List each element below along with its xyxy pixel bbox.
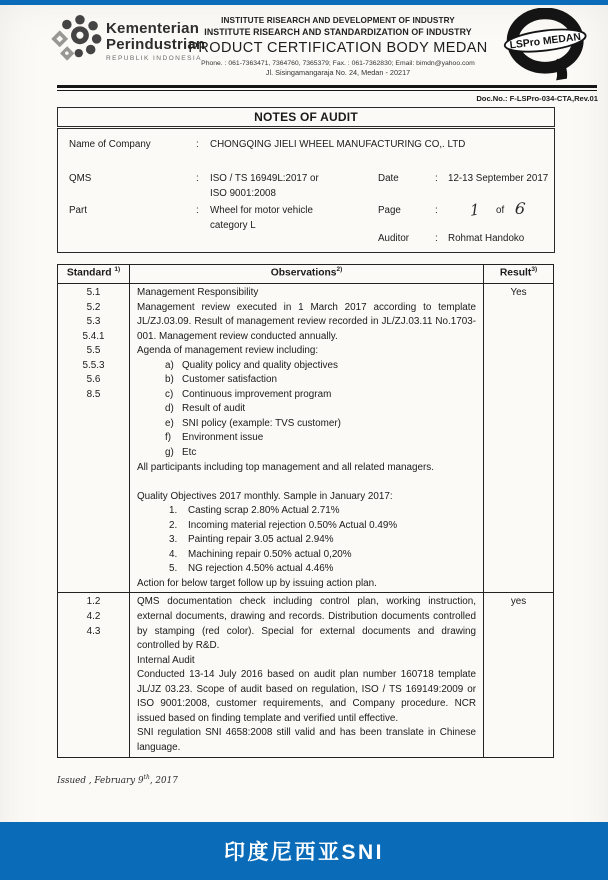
- observation-line: Internal Audit: [137, 654, 195, 666]
- qms-value-line1: ISO / TS 16949L:2017 or: [210, 173, 319, 184]
- standard-code: 5.6: [86, 374, 101, 386]
- list-marker: f): [165, 432, 172, 444]
- bottom-banner: [0, 822, 608, 880]
- observation-line: All participants including top management and all related managers.: [137, 461, 434, 473]
- table-row: [58, 593, 554, 757]
- colon: :: [435, 205, 438, 216]
- page-current-handwritten: 1: [469, 200, 480, 220]
- standard-code: 1.2: [86, 596, 101, 608]
- page-label: Page: [378, 205, 401, 216]
- audit-table-body: [58, 284, 554, 758]
- ministry-line3: REPUBLIK INDONESIA: [106, 55, 202, 62]
- list-marker: b): [165, 374, 174, 386]
- list-marker: g): [165, 447, 174, 459]
- lspro-medan-logo-text: LSPro MEDAN: [509, 31, 582, 52]
- observation-line: c) Continuous improvement program: [137, 388, 476, 403]
- institute-line2: INSTITUTE RISEARCH AND STANDARDIZATION OF INDUSTRY: [204, 27, 472, 37]
- list-marker: 3.: [169, 534, 178, 546]
- issued-date-line: Issued , February 9th, 2017: [57, 774, 178, 786]
- list-marker: 4.: [169, 548, 178, 560]
- standard-code: 5.5.3: [82, 359, 105, 371]
- auditor-label: Auditor: [378, 233, 410, 244]
- list-marker: e): [165, 417, 174, 429]
- observation-line: 5. NG rejection 4.50% actual 4.46%: [137, 562, 476, 577]
- colon: :: [196, 139, 199, 150]
- colon: :: [196, 205, 199, 216]
- observation-line: Agenda of management review including:: [137, 345, 319, 357]
- observation-line: d) Result of audit: [137, 402, 476, 417]
- list-marker: d): [165, 403, 174, 415]
- audit-info-form: [57, 128, 555, 253]
- part-label: Part: [69, 205, 87, 216]
- observations-cell: [130, 593, 484, 757]
- colon: :: [196, 173, 199, 184]
- standard-codes-cell: [58, 593, 130, 757]
- list-marker: 1.: [169, 505, 178, 517]
- observation-line: 4. Machining repair 0.50% actual 0,20%: [137, 548, 476, 563]
- top-blue-strip: [0, 0, 608, 5]
- auditor-value: Rohmat Handoko: [448, 233, 525, 244]
- page-total-handwritten: 6: [514, 198, 527, 219]
- observation-line: Management Responsibility: [137, 287, 259, 298]
- standard-code: 5.5: [86, 345, 101, 357]
- result-cell: yes: [484, 593, 554, 757]
- standard-code: 5.4.1: [82, 330, 105, 342]
- standard-code: 5.2: [86, 301, 101, 313]
- observation-line: g) Etc: [137, 446, 476, 461]
- standard-code: 4.3: [86, 625, 101, 637]
- date-value: 12-13 September 2017: [448, 173, 549, 184]
- part-value-line2: category L: [210, 220, 256, 231]
- certification-body-name: PRODUCT CERTIFICATION BODY MEDAN: [188, 40, 488, 56]
- observation-line: [137, 475, 476, 490]
- observation-line: e) SNI policy (example: TVS customer): [137, 417, 476, 432]
- result-cell: Yes: [484, 284, 554, 593]
- table-header-row: [58, 265, 554, 284]
- observation-line: SNI regulation SNI 4658:2008 still valid and has been translate in Chinese language.: [137, 727, 476, 753]
- observation-line: QMS documentation check including control plan, working instruction, external documents, drawing and records. Distribution documents controlled by stamping (red color). Special for external documents and drawing controlled by R&D.: [137, 596, 476, 652]
- qms-label: QMS: [69, 173, 92, 184]
- list-marker: 2.: [169, 519, 178, 531]
- standard-code: 8.5: [86, 388, 101, 400]
- observation-line: 3. Painting repair 3.05 actual 2.94%: [137, 533, 476, 548]
- observations-column-header: Observations$^{2)}$: [130, 265, 484, 284]
- observation-line: 2. Incoming material rejection 0.50% Actual 0.49%: [137, 519, 476, 534]
- contact-phone-line: Phone. : 061-7363471, 7364760, 7365379; Fax. : 061-7362830; Email: bimdn@yahoo.com: [201, 60, 475, 67]
- list-marker: c): [165, 388, 174, 400]
- standard-column-header: Standard $^{1)}$: [58, 265, 130, 284]
- qms-value-line2: ISO 9001:2008: [210, 188, 276, 199]
- institute-line1: INSTITUTE RISEARCH AND DEVELOPMENT OF INDUSTRY: [221, 16, 455, 25]
- standard-codes-cell: [58, 284, 130, 593]
- observation-line: a) Quality policy and quality objectives: [137, 359, 476, 374]
- standard-code: 5.3: [86, 316, 101, 328]
- page-of-word: of: [496, 205, 505, 216]
- observation-line: Action for below target follow up by issuing action plan.: [137, 577, 377, 589]
- standard-code: 5.1: [86, 287, 101, 298]
- banner-text: 印度尼西亚SNI: [223, 841, 384, 864]
- header-divider: [57, 85, 597, 91]
- lspro-medan-logo-icon: [500, 8, 594, 84]
- letterhead-center: [168, 16, 508, 77]
- date-label: Date: [378, 173, 399, 184]
- observation-line: Management review executed in 1 March 2017 according to template JL/ZJ.03.09. Result of management review recorded in JL/ZJ.03.11 No.1703-001. Management review conducted annually.: [137, 301, 476, 342]
- colon: :: [435, 173, 438, 184]
- result-column-header: Result$^{3)}$: [484, 265, 554, 284]
- observation-line: f) Environment issue: [137, 431, 476, 446]
- observation-line: b) Customer satisfaction: [137, 373, 476, 388]
- observations-cell: [130, 284, 484, 593]
- company-label: Name of Company: [69, 139, 151, 150]
- part-value-line1: Wheel for motor vehicle: [210, 205, 313, 216]
- doc-number: Doc.No.: F-LSPro-034-CTA,Rev.01: [476, 94, 598, 103]
- ministry-line1: Kementerian: [106, 20, 200, 37]
- colon: :: [435, 233, 438, 244]
- ministry-line2: Perindustrian: [106, 36, 206, 53]
- contact-address-line: Jl. Sisingamangaraja No. 24, Medan - 20217: [265, 68, 411, 77]
- standard-code: 4.2: [86, 611, 101, 623]
- page-title: NOTES OF AUDIT: [57, 107, 555, 127]
- observation-line: Quality Objectives 2017 monthly. Sample in January 2017:: [137, 490, 393, 502]
- company-value: CHONGQING JIELI WHEEL MANUFACTURING CO,. LTD: [210, 139, 466, 150]
- kementerian-perindustrian-logo-icon: [44, 15, 104, 71]
- audit-observations-table: [57, 264, 554, 758]
- list-marker: 5.: [169, 563, 178, 575]
- observation-line: Conducted 13-14 July 2016 based on audit plan number 160718 template JL/JZ 03.23. Scope of audit based on regulation, ISO / TS 169149:2009 or ISO 9001:2008, customer requirements, and Company procedure. NCR issued based on finding template and verified until effective.: [137, 669, 476, 724]
- table-row: [58, 284, 554, 593]
- list-marker: a): [165, 359, 174, 371]
- observation-line: 1. Casting scrap 2.80% Actual 2.71%: [137, 504, 476, 519]
